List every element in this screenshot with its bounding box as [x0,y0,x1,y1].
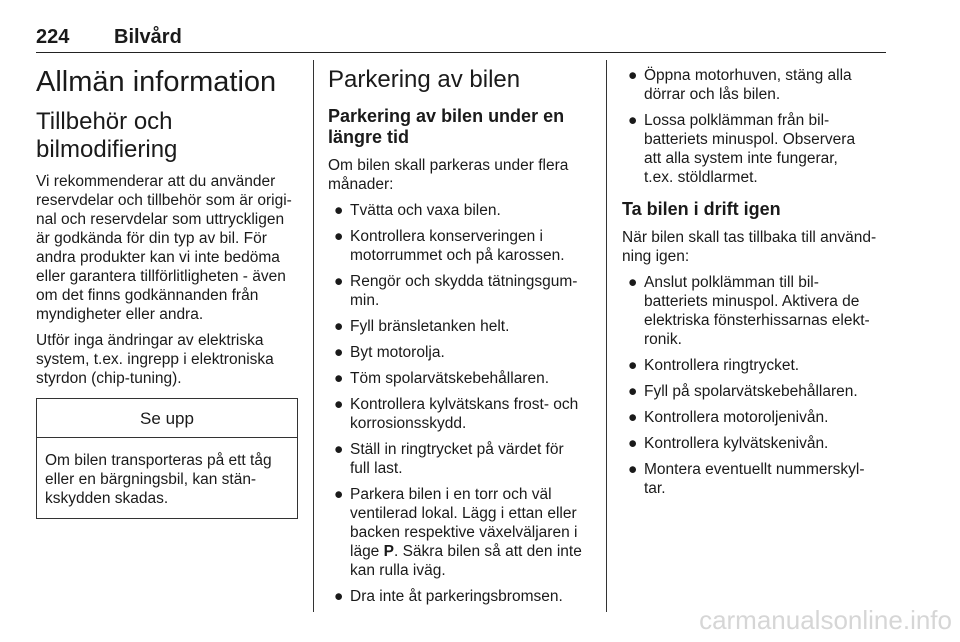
paragraph: När bilen skall tas tillbaka till använd‐ ning igen: [622,229,877,265]
list-item: ● Kontrollera kylvätskans frost- och korrosionsskydd. [334,396,579,432]
bullet-icon: ● [628,461,638,478]
bullet-icon: ● [334,228,344,245]
caution-box [36,398,298,519]
column-right [622,62,888,508]
paragraph: Om bilen skall parkeras under flera månader: [328,157,569,193]
list-item: ● Tvätta och vaxa bilen. [334,202,501,219]
list-item: ● Anslut polklämman till bil‐ batteriets minuspol. Aktivera de elektriska fönsterhissarnas elekt‐ ronik. [628,274,870,348]
bullet-icon: ● [628,383,638,400]
column-divider [313,60,314,612]
gear-position-label: P [383,543,394,560]
caution-title: Se upp [37,399,297,438]
list-item: ● Kontrollera motoroljenivån. [628,409,829,426]
bullet-icon: ● [334,370,344,387]
list-item: ● Lossa polklämman från bil‐ batteriets minuspol. Observera att alla system inte fungerar, t.ex. stöldlarmet. [628,112,856,186]
bullet-icon: ● [334,344,344,361]
subsection-title: Ta bilen i drift igen [622,199,781,219]
column-divider [606,60,607,612]
bullet-icon: ● [334,318,344,335]
list-item: ● Ställ in ringtrycket på värdet för full last. [334,441,564,477]
bullet-icon: ● [334,273,344,290]
subsection-title: Tillbehör och bilmodifiering [36,108,178,163]
subsection-title: Parkering av bilen under en längre tid [328,106,565,147]
bullet-icon: ● [628,67,638,84]
bullet-list [622,66,888,187]
list-item: ● Byt motorolja. [334,344,445,361]
list-item: ● Öppna motorhuven, stäng alla dörrar och lås bilen. [628,67,852,103]
bullet-icon: ● [334,396,344,413]
bullet-icon: ● [628,357,638,374]
section-title: Allmän information [36,66,277,98]
list-item: ● Dra inte åt parkeringsbromsen. [334,588,563,605]
list-item: ● Montera eventuellt nummerskyl‐ tar. [628,461,865,497]
bullet-list [622,273,888,498]
page-header [36,26,886,53]
page-number: 224 [36,26,70,48]
bullet-icon: ● [628,274,638,291]
bullet-icon: ● [334,588,344,605]
paragraph: Vi rekommenderar att du använder reservdelar och tillbehör som är origi‐ nal och reservdelar som uttryckligen är godkända för din typ av bil. För andra produkter kan vi inte bedöma eller garantera tillförlitligheten - även om det finns godkännanden från myndigheter eller andra. [36,173,292,323]
list-item: ● Kontrollera kylvätskenivån. [628,435,829,452]
bullet-icon: ● [334,441,344,458]
bullet-icon: ● [628,409,638,426]
section-title: Parkering av bilen [328,66,521,93]
bullet-icon: ● [628,112,638,129]
caution-text: Om bilen transporteras på ett tåg eller en bärgningsbil, kan stän‐ kskydden skadas. [45,452,272,507]
column-middle [328,62,592,616]
list-item: ● Töm spolarvätskebehållaren. [334,370,550,387]
list-item: ● Parkera bilen i en torr och väl ventilerad lokal. Lägg i ettan eller backen respektive växelväljaren i läge P. Säkra bilen så att den inte kan rulla iväg. [334,486,582,579]
bullet-icon: ● [334,202,344,219]
bullet-icon: ● [334,486,344,503]
list-item: ● Fyll bränsletanken helt. [334,318,510,335]
list-item: ● Rengör och skydda tätningsgum‐ min. [334,273,578,309]
watermark: carmanualsonline.info [699,605,952,635]
list-item: ● Kontrollera konserveringen i motorrummet och på karossen. [334,228,565,264]
chapter-title: Bilvård [114,26,182,48]
bullet-icon: ● [628,435,638,452]
list-item: ● Fyll på spolarvätskebehållaren. [628,383,858,400]
column-left [36,62,298,519]
list-item: ● Kontrollera ringtrycket. [628,357,800,374]
bullet-list [328,201,592,606]
paragraph: Utför inga ändringar av elektriska system, t.ex. ingrepp i elektroniska styrdon (chip-tuning). [36,332,274,387]
